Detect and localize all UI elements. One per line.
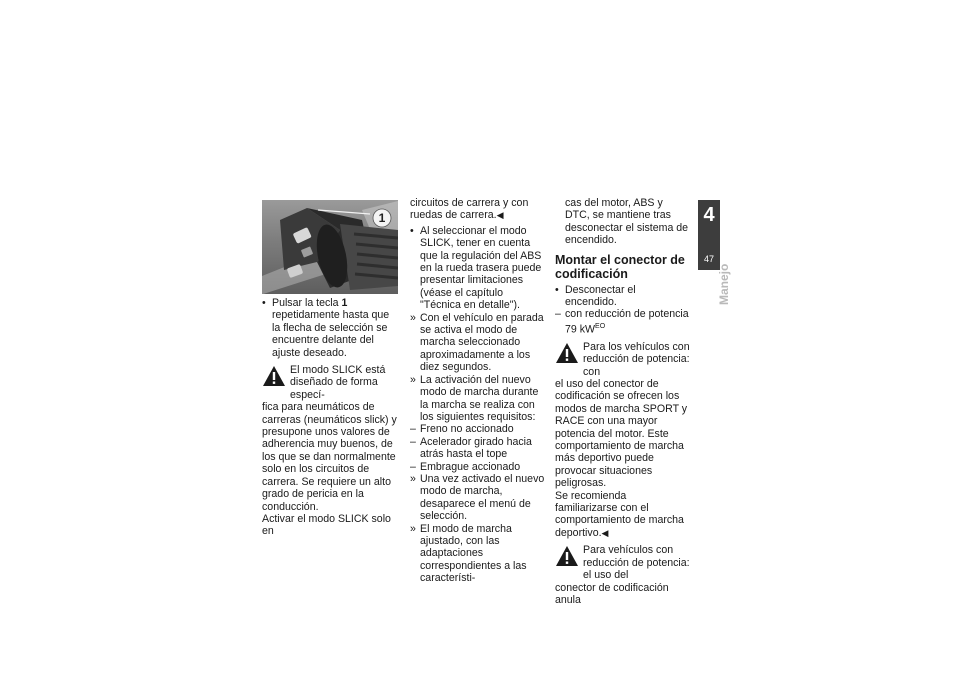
list-marker: »	[410, 472, 416, 485]
warning-body-text: el uso del conector de codificación se ofrecen los modos de marcha SPORT y RACE con una mayor potencia del motor. Este comportamiento de marcha más deportivo puede provocar situaciones peligrosas.	[555, 378, 688, 490]
list-item: – con reducción de potencia 79 $kW^{EO}$	[555, 308, 689, 336]
list-item: • Desconectar el encendido.	[555, 283, 636, 309]
instruction-step	[262, 297, 398, 359]
list-marker: »	[410, 373, 416, 386]
step-text-pre: Pulsar la tecla	[272, 297, 342, 309]
variant-superscript: EO	[595, 322, 606, 330]
list-item: » El modo de marcha ajustado, con las adaptaciones correspondientes a las característi-	[410, 522, 527, 585]
list-marker: –	[410, 435, 416, 448]
warning-triangle-icon	[555, 342, 579, 364]
callout-number: 1	[378, 211, 386, 225]
column-2	[410, 197, 545, 585]
list-marker: »	[410, 311, 416, 324]
paragraph-text: Activar el modo SLICK solo en	[262, 512, 391, 538]
column-1	[262, 200, 398, 538]
page-number: 47	[703, 254, 714, 264]
warning-lead-text: Para vehículos con reducción de potencia: el uso del	[583, 544, 690, 582]
chapter-title: Manejo	[717, 263, 731, 305]
list-marker: •	[555, 283, 559, 296]
step-key-number: 1	[341, 297, 348, 309]
back-arrow-icon: ◀	[496, 210, 504, 221]
list-item: – Acelerador girado hacia atrás hasta el tope	[410, 435, 532, 461]
list-marker: •	[410, 224, 414, 237]
chapter-number: 4	[703, 204, 715, 226]
warning-lead-text: El modo SLICK está diseñado de forma especí-	[290, 364, 386, 401]
list-item: • Al seleccionar el modo SLICK, tener en cuenta que la regulación del ABS en la rueda trasera puede presentar limitaciones (véase el capítulo "Técnica en detalle").	[410, 224, 542, 312]
list-marker: –	[410, 460, 416, 473]
warning-lead-text: Para los vehículos con reducción de potencia: con	[583, 340, 690, 378]
column-3	[555, 197, 690, 606]
bullet-marker: •	[262, 297, 266, 309]
handlebar-switch-photo	[262, 200, 398, 294]
list-item: » Una vez activado el nuevo modo de marcha, desaparece el menú de selección.	[410, 472, 545, 523]
list-item: – Embrague accionado	[410, 460, 521, 473]
list-item: – Freno no accionado	[410, 423, 514, 436]
warning-slick	[262, 364, 398, 513]
warning-body-text: conector de codificación anula	[555, 581, 669, 606]
list-item: » Con el vehículo en parada se activa el modo de marcha seleccionado aproximadamente a los diez segundos.	[410, 311, 544, 374]
step-text-post: repetidamente hasta que la flecha de selección se encuentre delante del ajuste deseado.	[272, 309, 390, 359]
warning-connector	[555, 544, 690, 606]
list-marker: –	[410, 423, 416, 436]
warning-recommendation: Se recomienda familiarizarse con el comportamiento de marcha deportivo.◀	[555, 489, 684, 539]
list-marker: »	[410, 522, 416, 535]
chapter-tab	[698, 200, 720, 270]
section-heading: Montar el conector de codificación	[555, 252, 685, 281]
paragraph-text: circuitos de carrera y con ruedas de carrera.◀	[410, 197, 529, 222]
warning-triangle-icon	[262, 365, 286, 387]
warning-power	[555, 341, 690, 540]
list-marker: –	[555, 308, 561, 321]
warning-body-text: fica para neumáticos de carreras (neumáticos slick) y presupone unos valores de adherencia muy buenos, de los que se dan normalmente solo en los circuitos de carrera. Se requiere un alto grado de pericia en la conducción.	[262, 401, 397, 513]
back-arrow-icon: ◀	[601, 527, 609, 538]
paragraph-text: cas del motor, ABS y DTC, se mantiene tras desconectar el sistema de encendido.	[565, 197, 689, 247]
warning-triangle-icon	[555, 545, 579, 567]
list-item: » La activación del nuevo modo de marcha durante la marcha se realiza con los siguientes requisitos:	[410, 373, 539, 423]
